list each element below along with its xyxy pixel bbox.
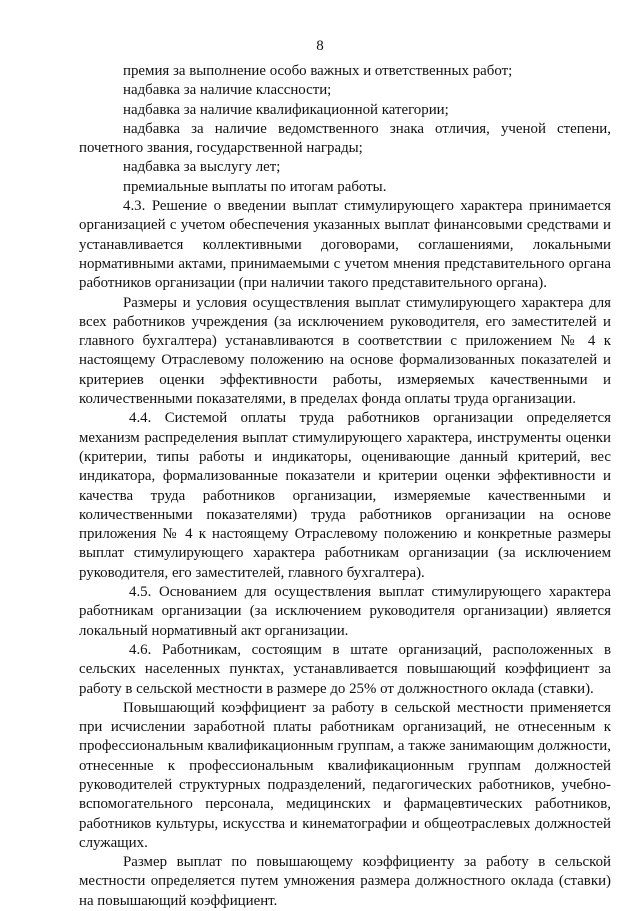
- list-item-seniority-allowance: надбавка за выслугу лет;: [123, 159, 281, 176]
- list-item-bonus-important-work: премия за выполнение особо важных и ответственных работ;: [123, 63, 513, 79]
- list-item-honors-allowance: надбавка за наличие ведомственного знака отличия, ученой степени, почетного звания, государственной награды;: [79, 120, 611, 157]
- page-number: 8: [316, 38, 324, 54]
- list-item-class-allowance: надбавка за наличие классности;: [123, 82, 332, 99]
- paragraph-4-3: 4.3. Решение о введении выплат стимулирующего характера принимается организацией с учетом обеспечения указанных выплат финансовыми средствами и устанавливается коллективными договорами, соглашениями, локальными нормативными актами, принимаемыми с учетом мнения представительного органа работников организации (при наличии такого представительного органа).: [79, 198, 611, 292]
- document-body: [79, 62, 611, 911]
- paragraph-4-4: 4.4. Системой оплаты труда работников организации определяется механизм распределения выплат стимулирующего характера, инструменты оценки (критерии, типы работы и индикаторы, оценивающие данный критерий, вес индикатора, формализованные показатели и критерии оценки эффективности и качества труда работников организации, измеряемые качественными и количественными показателями) труда работников организации на основе приложения № 4 к настоящему Отраслевому положению и конкретные размеры выплат стимулирующего характера работникам организации (за исключением руководителя, его заместителей, главного бухгалтера).: [79, 410, 611, 581]
- paragraph-4-5: 4.5. Основанием для осуществления выплат стимулирующего характера работникам организации (за исключением руководителя организации) является локальный нормативный акт организации.: [79, 584, 611, 639]
- list-item-qualification-allowance: надбавка за наличие квалификационной категории;: [123, 101, 449, 118]
- list-item-performance-bonus: премиальные выплаты по итогам работы.: [123, 178, 387, 195]
- paragraph-size-conditions: Размеры и условия осуществления выплат стимулирующего характера для всех работников учреждения (за исключением руководителя, его заместителей и главного бухгалтера) устанавливаются в соответствии с приложением № 4 к настоящему Отраслевому положению на основе формализованных показателей и критериев оценки эффективности работы, измеряемых качественными и количественными показателями, в пределах фонда оплаты труда организации.: [79, 294, 611, 408]
- paragraph-coefficient-size: Размер выплат по повышающему коэффициенту за работу в сельской местности определяется путем умножения размера должностного оклада (ставки) на повышающий коэффициент.: [79, 854, 611, 909]
- paragraph-rural-coefficient: Повышающий коэффициент за работу в сельской местности применяется при исчислении заработной платы работникам организаций, не отнесенным к профессиональным квалификационным группам, а также занимающим должности, отнесенные к профессиональным квалификационным группам должностей руководителей структурных подразделений, педагогических работников, учебно-вспомогательного персонала, медицинских и фармацевтических работников, работников культуры, искусства и кинематографии и общеотраслевых должностей служащих.: [79, 699, 611, 851]
- paragraph-4-6: 4.6. Работникам, состоящим в штате организаций, расположенных в сельских населенных пунктах, устанавливается повышающий коэффициент за работу в сельской местности в размере до 25% от должностного оклада (ставки).: [79, 641, 611, 697]
